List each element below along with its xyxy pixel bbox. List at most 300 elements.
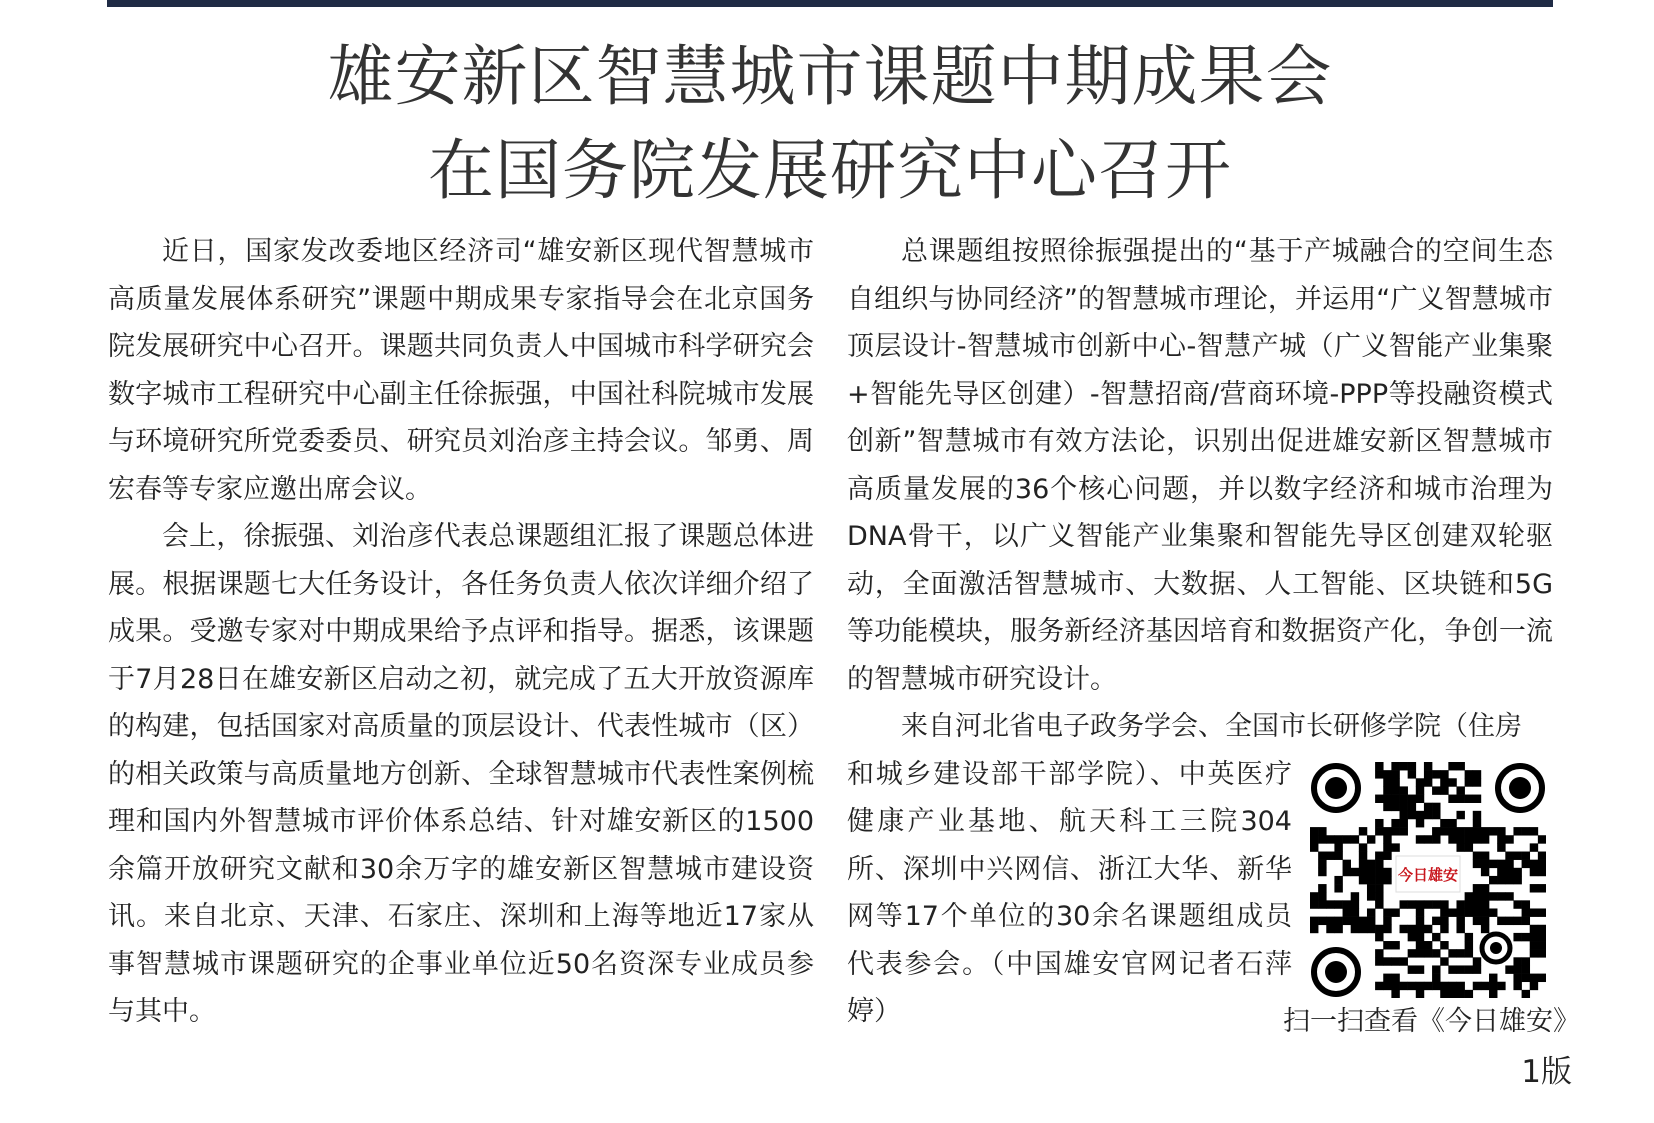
qr-module — [1473, 852, 1481, 860]
qr-module — [1400, 900, 1408, 908]
qr-module — [1489, 827, 1497, 835]
qr-module — [1318, 892, 1326, 900]
qr-module — [1538, 852, 1546, 860]
qr-module — [1530, 908, 1538, 916]
qr-module — [1391, 770, 1399, 778]
qr-module — [1522, 908, 1530, 916]
qr-module — [1538, 925, 1546, 933]
qr-module — [1383, 795, 1391, 803]
qr-module — [1440, 941, 1448, 949]
qr-module — [1343, 860, 1351, 868]
qr-module — [1416, 778, 1424, 786]
qr-module — [1367, 884, 1375, 892]
qr-module — [1310, 900, 1318, 908]
qr-module — [1351, 868, 1359, 876]
qr-module — [1359, 827, 1367, 835]
qr-module — [1391, 908, 1399, 916]
qr-module — [1383, 843, 1391, 851]
qr-module — [1538, 933, 1546, 941]
qr-module — [1473, 795, 1481, 803]
qr-module — [1391, 795, 1399, 803]
qr-module — [1538, 949, 1546, 957]
qr-module — [1481, 925, 1489, 933]
qr-module — [1424, 900, 1432, 908]
qr-module — [1456, 925, 1464, 933]
qr-module — [1473, 835, 1481, 843]
qr-module — [1432, 965, 1440, 973]
qr-module — [1522, 900, 1530, 908]
qr-module — [1367, 892, 1375, 900]
qr-module — [1416, 982, 1424, 990]
qr-module — [1416, 908, 1424, 916]
qr-module — [1440, 957, 1448, 965]
qr-module — [1383, 925, 1391, 933]
qr-module — [1318, 884, 1326, 892]
qr-module — [1522, 974, 1530, 982]
qr-module — [1497, 917, 1505, 925]
qr-module — [1473, 827, 1481, 835]
qr-module — [1400, 811, 1408, 819]
qr-module — [1318, 860, 1326, 868]
qr-module — [1465, 843, 1473, 851]
qr-module — [1513, 974, 1521, 982]
qr-module — [1318, 900, 1326, 908]
qr-module — [1473, 965, 1481, 973]
qr-module — [1513, 933, 1521, 941]
qr-module — [1359, 852, 1367, 860]
qr-logo — [1394, 854, 1462, 894]
qr-module — [1432, 803, 1440, 811]
qr-module — [1432, 835, 1440, 843]
qr-module — [1391, 803, 1399, 811]
qr-module — [1400, 827, 1408, 835]
article-left-column — [108, 228, 814, 1036]
qr-module — [1383, 803, 1391, 811]
qr-module — [1359, 868, 1367, 876]
qr-module — [1318, 917, 1326, 925]
qr-module — [1538, 860, 1546, 868]
qr-module — [1538, 908, 1546, 916]
qr-finder-top-right — [1498, 766, 1542, 810]
qr-module — [1375, 795, 1383, 803]
qr-module — [1448, 819, 1456, 827]
qr-module — [1513, 917, 1521, 925]
qr-module — [1432, 900, 1440, 908]
qr-module — [1513, 852, 1521, 860]
qr-module — [1432, 770, 1440, 778]
qr-module — [1530, 933, 1538, 941]
qr-module — [1497, 892, 1505, 900]
qr-module — [1383, 827, 1391, 835]
qr-module — [1424, 778, 1432, 786]
qr-module — [1326, 917, 1334, 925]
qr-module — [1400, 925, 1408, 933]
qr-module — [1351, 917, 1359, 925]
qr-module — [1416, 949, 1424, 957]
qr-module — [1456, 827, 1464, 835]
qr-module — [1391, 941, 1399, 949]
qr-module — [1448, 982, 1456, 990]
qr-module — [1359, 843, 1367, 851]
qr-module — [1497, 835, 1505, 843]
headline — [107, 30, 1553, 218]
qr-module — [1465, 835, 1473, 843]
qr-module — [1310, 925, 1318, 933]
qr-module — [1456, 762, 1464, 770]
qr-module — [1538, 941, 1546, 949]
qr-module — [1440, 925, 1448, 933]
paragraph-4-first-line: 来自河北省电子政务学会、全国市长研修学院（住房 — [901, 711, 1522, 742]
qr-module — [1530, 860, 1538, 868]
qr-module — [1473, 917, 1481, 925]
qr-module — [1400, 795, 1408, 803]
paragraph-1: 近日，国家发改委地区经济司“雄安新区现代智慧城市高质量发展体系研究”课题中期成果专家指导会在北京国务院发展研究中心召开。课题共同负责人中国城市科学研究会数字城市工程研究中心副主任徐振强，中国社科院城市发展与环境研究所党委委员、研究员刘治彦主持会议。邹勇、周宏春等专家应邀出席会议。 — [108, 236, 814, 505]
qr-module — [1473, 957, 1481, 965]
qr-module — [1408, 949, 1416, 957]
qr-module — [1522, 852, 1530, 860]
qr-module — [1513, 900, 1521, 908]
qr-module — [1448, 778, 1456, 786]
qr-module — [1367, 917, 1375, 925]
qr-module — [1334, 852, 1342, 860]
qr-module — [1448, 990, 1456, 998]
qr-module — [1359, 925, 1367, 933]
qr-module — [1334, 925, 1342, 933]
paragraph-4-rest: 和城乡建设部干部学院）、中英医疗健康产业基地、航天科工三院304所、深圳中兴网信、浙江大华、新华网等17个单位的30余名课题组成员代表参会。（中国雄安官网记者石萍婷） — [847, 758, 1292, 1027]
qr-module — [1343, 868, 1351, 876]
qr-module — [1408, 965, 1416, 973]
qr-module — [1440, 982, 1448, 990]
qr-module — [1383, 941, 1391, 949]
qr-module — [1424, 835, 1432, 843]
qr-module — [1530, 982, 1538, 990]
qr-module — [1424, 941, 1432, 949]
qr-module — [1375, 982, 1383, 990]
qr-module — [1375, 900, 1383, 908]
qr-module — [1530, 843, 1538, 851]
qr-module — [1416, 900, 1424, 908]
qr-module — [1465, 933, 1473, 941]
qr-module — [1310, 843, 1318, 851]
qr-module — [1465, 949, 1473, 957]
qr-module — [1465, 795, 1473, 803]
qr-module — [1416, 990, 1424, 998]
qr-module — [1343, 917, 1351, 925]
qr-module — [1489, 990, 1497, 998]
qr-module — [1334, 843, 1342, 851]
qr-module — [1334, 876, 1342, 884]
qr-module — [1530, 884, 1538, 892]
qr-module — [1416, 917, 1424, 925]
qr-module — [1505, 917, 1513, 925]
qr-module — [1400, 982, 1408, 990]
qr-module — [1424, 811, 1432, 819]
qr-module — [1465, 908, 1473, 916]
qr-module — [1310, 917, 1318, 925]
qr-module — [1473, 819, 1481, 827]
qr-module — [1432, 974, 1440, 982]
qr-module — [1440, 990, 1448, 998]
qr-module — [1351, 908, 1359, 916]
qr-module — [1424, 925, 1432, 933]
qr-module — [1391, 982, 1399, 990]
qr-module — [1448, 965, 1456, 973]
qr-module — [1465, 965, 1473, 973]
qr-module — [1481, 852, 1489, 860]
qr-module — [1481, 827, 1489, 835]
qr-module — [1400, 762, 1408, 770]
qr-module — [1497, 868, 1505, 876]
qr-module — [1343, 908, 1351, 916]
qr-module — [1473, 778, 1481, 786]
qr-module — [1391, 762, 1399, 770]
qr-module — [1375, 827, 1383, 835]
qr-module — [1432, 917, 1440, 925]
qr-module — [1505, 835, 1513, 843]
qr-module — [1416, 795, 1424, 803]
qr-module — [1408, 770, 1416, 778]
qr-module — [1497, 860, 1505, 868]
qr-finder-top-left — [1314, 766, 1358, 810]
qr-module — [1432, 933, 1440, 941]
qr-module — [1522, 965, 1530, 973]
qr-logo-text: 今日雄安 — [1397, 866, 1459, 884]
headline-line-1: 雄安新区智慧城市课题中期成果会 — [327, 38, 1333, 115]
qr-module — [1326, 925, 1334, 933]
qr-module — [1383, 876, 1391, 884]
qr-module — [1481, 868, 1489, 876]
qr-module — [1465, 778, 1473, 786]
qr-module — [1522, 917, 1530, 925]
qr-module — [1513, 982, 1521, 990]
qr-module — [1538, 884, 1546, 892]
qr-module — [1310, 892, 1318, 900]
qr-module — [1456, 843, 1464, 851]
qr-module — [1391, 974, 1399, 982]
qr-module — [1481, 908, 1489, 916]
qr-module — [1351, 900, 1359, 908]
qr-module — [1416, 786, 1424, 794]
qr-module — [1334, 917, 1342, 925]
qr-module — [1367, 925, 1375, 933]
qr-module — [1408, 900, 1416, 908]
qr-module — [1416, 933, 1424, 941]
qr-module — [1351, 892, 1359, 900]
qr-module — [1440, 786, 1448, 794]
qr-module — [1408, 811, 1416, 819]
qr-module — [1318, 835, 1326, 843]
qr-module — [1416, 835, 1424, 843]
qr-module — [1456, 917, 1464, 925]
qr-module — [1456, 786, 1464, 794]
qr-module — [1456, 982, 1464, 990]
qr-module — [1391, 778, 1399, 786]
qr-module — [1489, 982, 1497, 990]
qr-module — [1318, 827, 1326, 835]
qr-module — [1351, 925, 1359, 933]
qr-module — [1448, 908, 1456, 916]
qr-module — [1375, 762, 1383, 770]
qr-finder-bottom-left — [1314, 950, 1358, 994]
qr-module — [1334, 884, 1342, 892]
qr-module — [1497, 982, 1505, 990]
qr-module — [1432, 811, 1440, 819]
qr-module — [1473, 811, 1481, 819]
qr-module — [1538, 868, 1546, 876]
qr-module — [1391, 843, 1399, 851]
qr-module — [1448, 835, 1456, 843]
qr-module — [1489, 892, 1497, 900]
qr-module — [1432, 827, 1440, 835]
qr-module — [1530, 827, 1538, 835]
qr-module — [1448, 795, 1456, 803]
qr-module — [1505, 860, 1513, 868]
qr-module — [1375, 770, 1383, 778]
qr-module — [1440, 819, 1448, 827]
qr-module — [1351, 835, 1359, 843]
page-number: 1版 — [1521, 1054, 1572, 1090]
qr-alignment-mark — [1482, 934, 1510, 962]
qr-module — [1505, 965, 1513, 973]
qr-module — [1424, 762, 1432, 770]
qr-module — [1432, 786, 1440, 794]
qr-module — [1465, 892, 1473, 900]
qr-module — [1481, 917, 1489, 925]
qr-module — [1481, 860, 1489, 868]
qr-module — [1505, 876, 1513, 884]
qr-module — [1530, 868, 1538, 876]
qr-module — [1375, 852, 1383, 860]
qr-module — [1481, 835, 1489, 843]
qr-code-image — [1310, 762, 1546, 998]
qr-module — [1383, 770, 1391, 778]
qr-module — [1522, 827, 1530, 835]
qr-module — [1432, 982, 1440, 990]
qr-module — [1375, 957, 1383, 965]
qr-module — [1343, 900, 1351, 908]
qr-module — [1530, 925, 1538, 933]
headline-line-2: 在国务院发展研究中心召开 — [428, 132, 1232, 209]
qr-module — [1334, 900, 1342, 908]
qr-module — [1505, 892, 1513, 900]
qr-module — [1473, 770, 1481, 778]
qr-module — [1375, 884, 1383, 892]
qr-module — [1522, 933, 1530, 941]
qr-module — [1432, 949, 1440, 957]
qr-module — [1334, 835, 1342, 843]
qr-module — [1465, 990, 1473, 998]
qr-module — [1408, 803, 1416, 811]
qr-module — [1448, 949, 1456, 957]
qr-module — [1513, 876, 1521, 884]
qr-module — [1416, 925, 1424, 933]
qr-module — [1481, 982, 1489, 990]
qr-module — [1522, 860, 1530, 868]
qr-module — [1489, 908, 1497, 916]
qr-module — [1383, 786, 1391, 794]
qr-module — [1505, 852, 1513, 860]
qr-module — [1326, 852, 1334, 860]
qr-module — [1416, 941, 1424, 949]
qr-module — [1375, 933, 1383, 941]
qr-module — [1513, 957, 1521, 965]
qr-module — [1440, 900, 1448, 908]
qr-module — [1456, 811, 1464, 819]
qr-caption: 扫一扫查看《今日雄安》 — [1283, 1006, 1580, 1037]
qr-module — [1513, 965, 1521, 973]
qr-module — [1375, 925, 1383, 933]
qr-module — [1538, 835, 1546, 843]
qr-module — [1424, 770, 1432, 778]
qr-module — [1375, 819, 1383, 827]
qr-module — [1318, 852, 1326, 860]
qr-module — [1456, 795, 1464, 803]
qr-module — [1367, 860, 1375, 868]
qr-module — [1383, 917, 1391, 925]
qr-module — [1440, 917, 1448, 925]
qr-module — [1326, 900, 1334, 908]
qr-module — [1473, 908, 1481, 916]
qr-module — [1465, 941, 1473, 949]
qr-module — [1326, 835, 1334, 843]
qr-module — [1391, 819, 1399, 827]
qr-module — [1489, 974, 1497, 982]
qr-module — [1440, 778, 1448, 786]
qr-module — [1522, 957, 1530, 965]
qr-module — [1383, 908, 1391, 916]
qr-module — [1367, 876, 1375, 884]
qr-module — [1473, 892, 1481, 900]
qr-module — [1400, 786, 1408, 794]
qr-module — [1359, 917, 1367, 925]
qr-module — [1440, 908, 1448, 916]
qr-module — [1359, 876, 1367, 884]
qr-module — [1505, 868, 1513, 876]
qr-module — [1383, 957, 1391, 965]
qr-module — [1367, 835, 1375, 843]
qr-module — [1456, 965, 1464, 973]
qr-module — [1400, 803, 1408, 811]
top-rule — [107, 0, 1553, 7]
qr-module — [1440, 770, 1448, 778]
qr-module — [1400, 957, 1408, 965]
qr-module — [1375, 868, 1383, 876]
qr-module — [1400, 819, 1408, 827]
paragraph-3: 总课题组按照徐振强提出的“基于产城融合的空间生态自组织与协同经济”的智慧城市理论，并运用“广义智慧城市顶层设计-智慧城市创新中心-智慧产城（广义智能产业集聚+智能先导区创建）-智慧招商/营商环境-PPP等投融资模式创新”智慧城市有效方法论，识别出促进雄安新区智慧城市高质量发展的36个核心问题，并以数字经济和城市治理为DNA骨干，以广义智能产业集聚和智能先导区创建双轮驱动，全面激活智慧城市、大数据、人工智能、区块链和5G等功能模块，服务新经济基因培育和数据资产化，争创一流的智慧城市研究设计。 — [847, 236, 1553, 695]
qr-module — [1416, 965, 1424, 973]
qr-module — [1375, 860, 1383, 868]
qr-module — [1440, 827, 1448, 835]
qr-module — [1456, 908, 1464, 916]
qr-module — [1310, 827, 1318, 835]
qr-module — [1530, 949, 1538, 957]
qr-module — [1383, 852, 1391, 860]
qr-module — [1456, 949, 1464, 957]
qr-module — [1310, 835, 1318, 843]
qr-module — [1367, 868, 1375, 876]
qr-module — [1522, 990, 1530, 998]
qr-module — [1383, 778, 1391, 786]
qr-module — [1343, 835, 1351, 843]
qr-module — [1383, 982, 1391, 990]
qr-module — [1456, 990, 1464, 998]
qr-module — [1408, 925, 1416, 933]
qr-module — [1391, 990, 1399, 998]
qr-module — [1391, 786, 1399, 794]
qr-module — [1530, 941, 1538, 949]
qr-module — [1448, 827, 1456, 835]
qr-module — [1375, 949, 1383, 957]
